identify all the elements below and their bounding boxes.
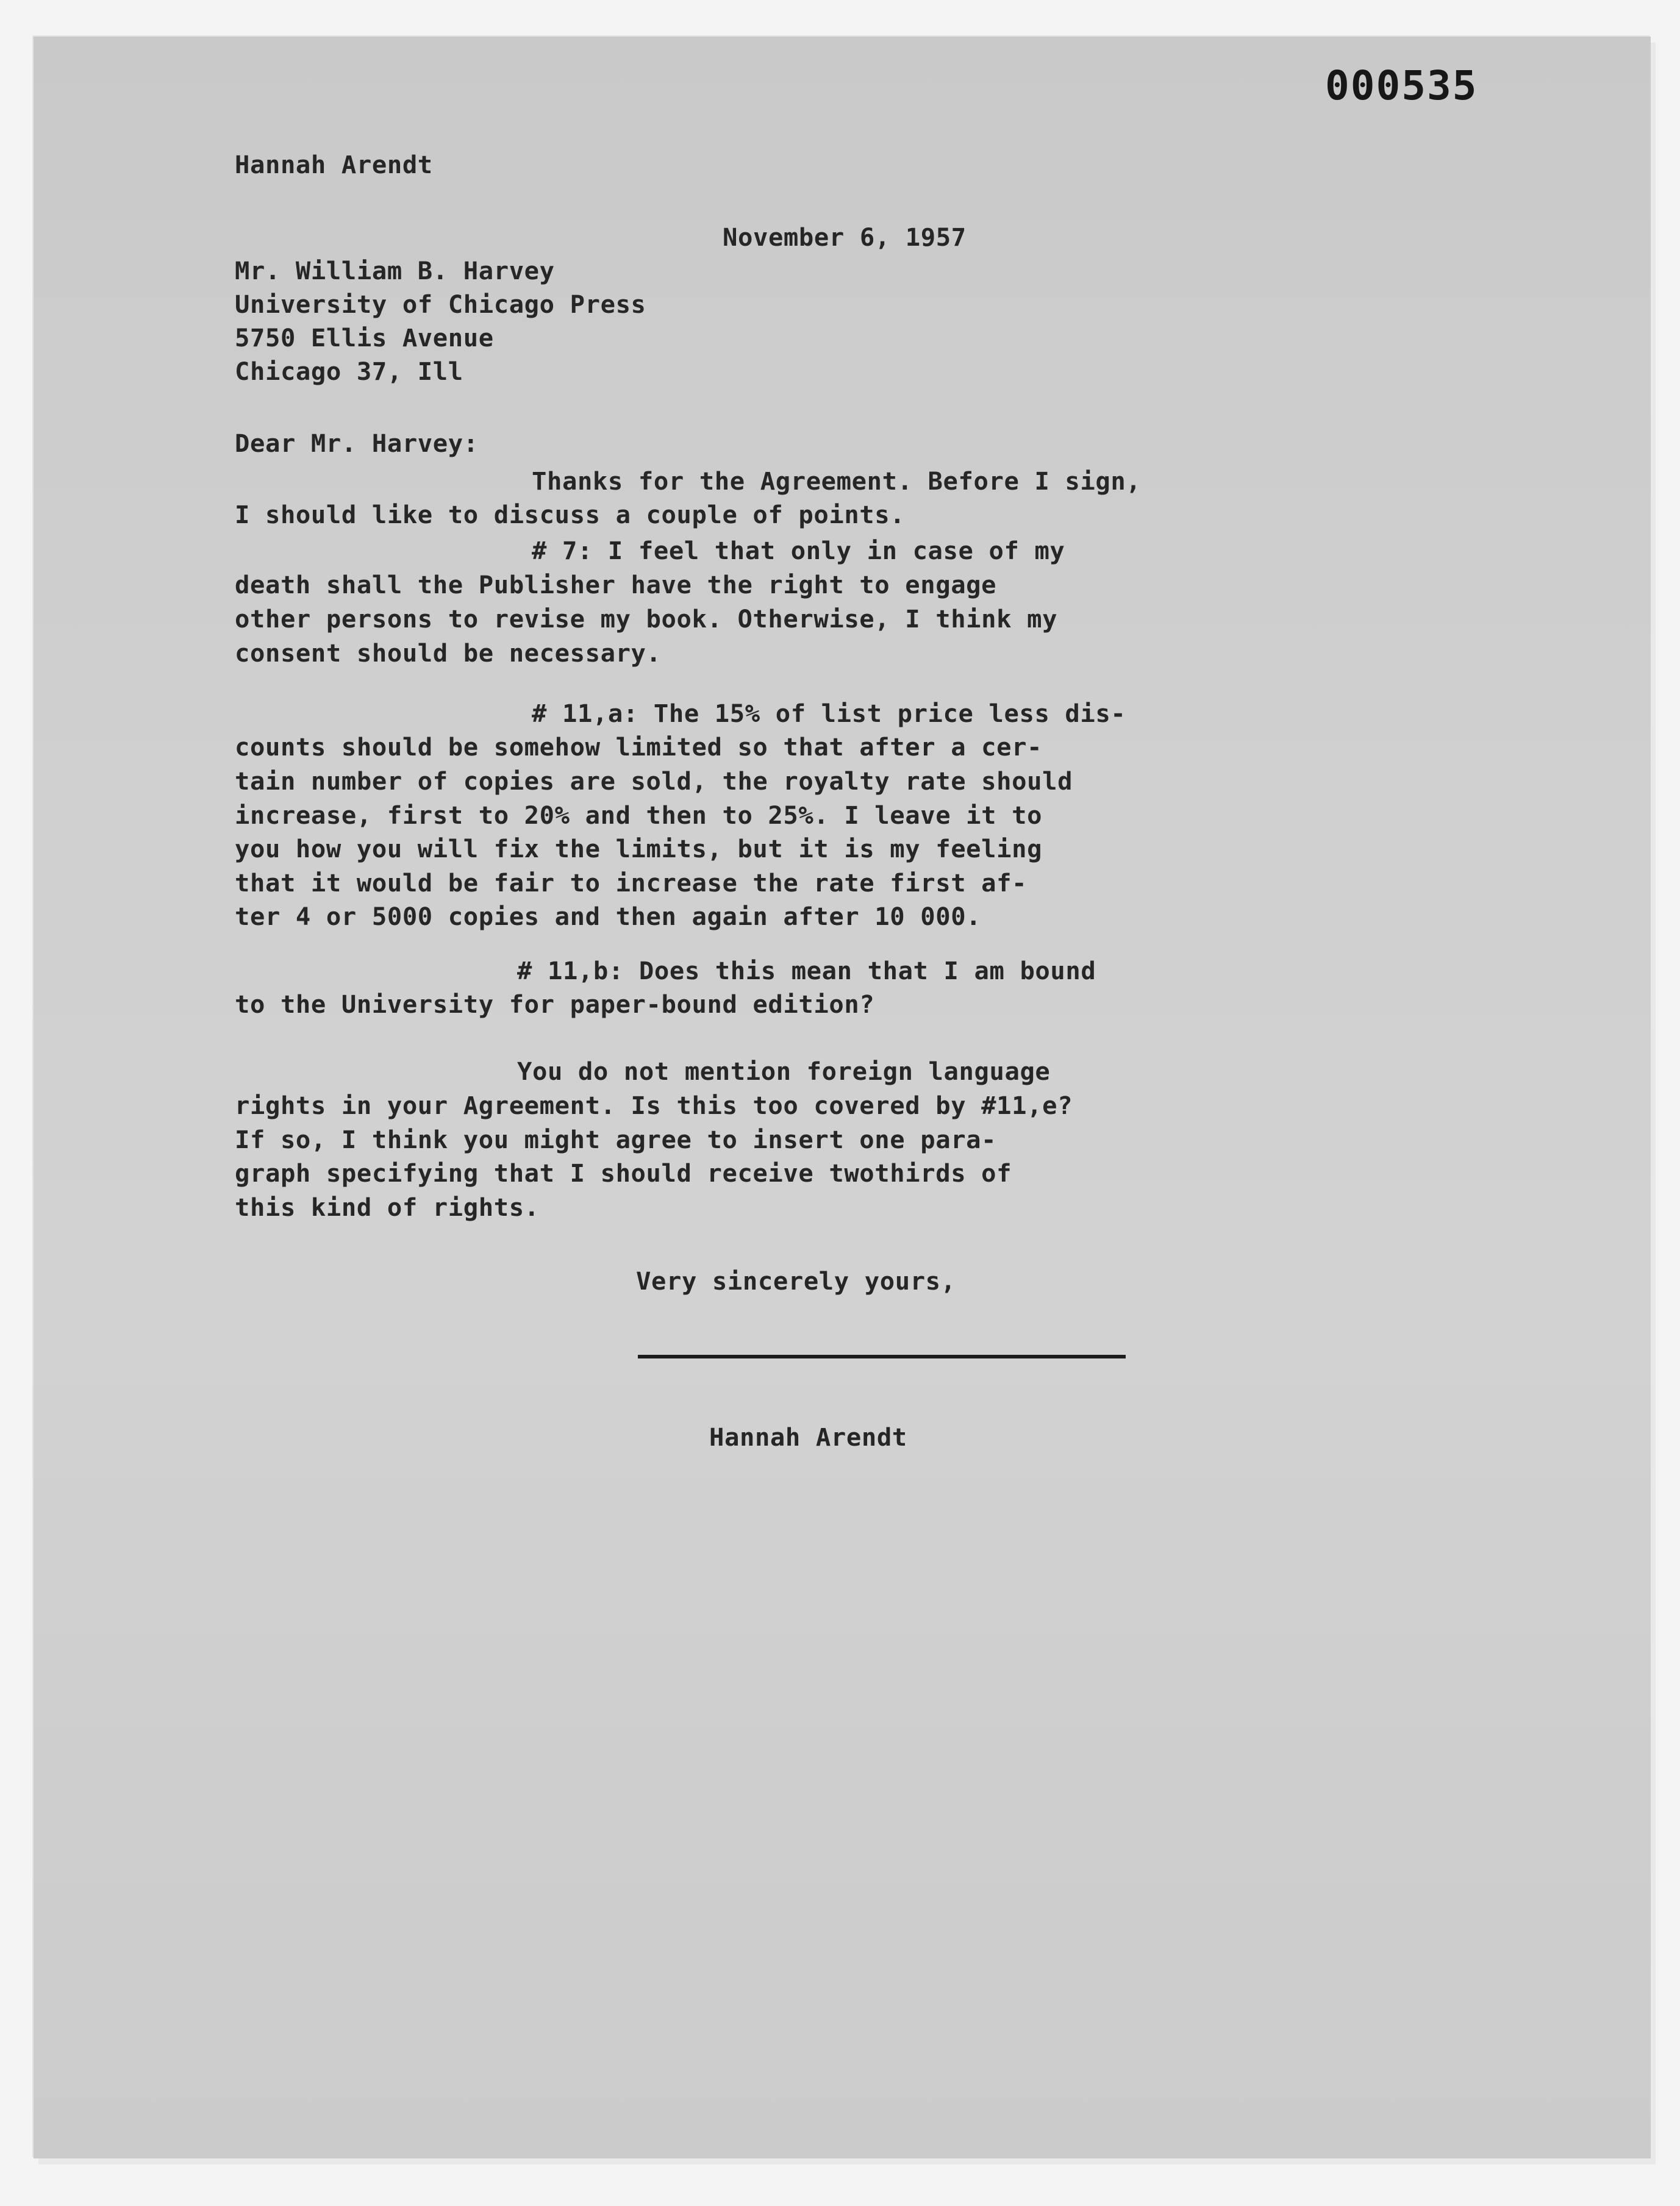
body-line: this kind of rights. <box>235 1193 540 1222</box>
body-line: tain number of copies are sold, the royalty rate should <box>235 766 1073 796</box>
body-line: that it would be fair to increase the rate first af- <box>235 868 1028 898</box>
body-line: You do not mention foreign language <box>517 1057 1051 1086</box>
body-line: you how you will fix the limits, but it is my feeling <box>235 834 1043 863</box>
body-line: # 11,a: The 15% of list price less dis- <box>532 699 1126 728</box>
recipient-name: Mr. William B. Harvey <box>235 256 555 285</box>
body-line: Thanks for the Agreement. Before I sign, <box>532 466 1142 496</box>
recipient-city: Chicago 37, Ill <box>235 357 463 386</box>
recipient-street: 5750 Ellis Avenue <box>235 323 494 352</box>
body-line: ter 4 or 5000 copies and then again after 10 000. <box>235 902 982 931</box>
body-line: consent should be necessary. <box>235 638 662 668</box>
recipient-organization: University of Chicago Press <box>235 290 646 319</box>
body-line: # 11,b: Does this mean that I am bound <box>517 956 1096 985</box>
body-line: other persons to revise my book. Otherwise, I think my <box>235 604 1058 634</box>
signature-line <box>638 1355 1126 1358</box>
closing: Very sincerely yours, <box>636 1266 956 1296</box>
body-line: increase, first to 20% and then to 25%. I leave it to <box>235 801 1043 830</box>
body-line: # 7: I feel that only in case of my <box>532 536 1065 565</box>
body-line: I should like to discuss a couple of points. <box>235 500 906 529</box>
letter-date: November 6, 1957 <box>723 223 967 252</box>
body-line: counts should be somehow limited so that after a cer- <box>235 732 1043 762</box>
body-line: graph specifying that I should receive twothirds of <box>235 1158 1012 1188</box>
archive-number: 000535 <box>1325 62 1478 109</box>
body-line: death shall the Publisher have the right to engage <box>235 570 997 599</box>
salutation: Dear Mr. Harvey: <box>235 429 479 458</box>
body-line: If so, I think you might agree to insert one para- <box>235 1125 997 1154</box>
body-line: to the University for paper-bound edition? <box>235 990 875 1019</box>
author-header: Hannah Arendt <box>235 150 433 179</box>
body-line: rights in your Agreement. Is this too covered by #11,e? <box>235 1091 1073 1120</box>
signature-name: Hannah Arendt <box>709 1422 907 1452</box>
